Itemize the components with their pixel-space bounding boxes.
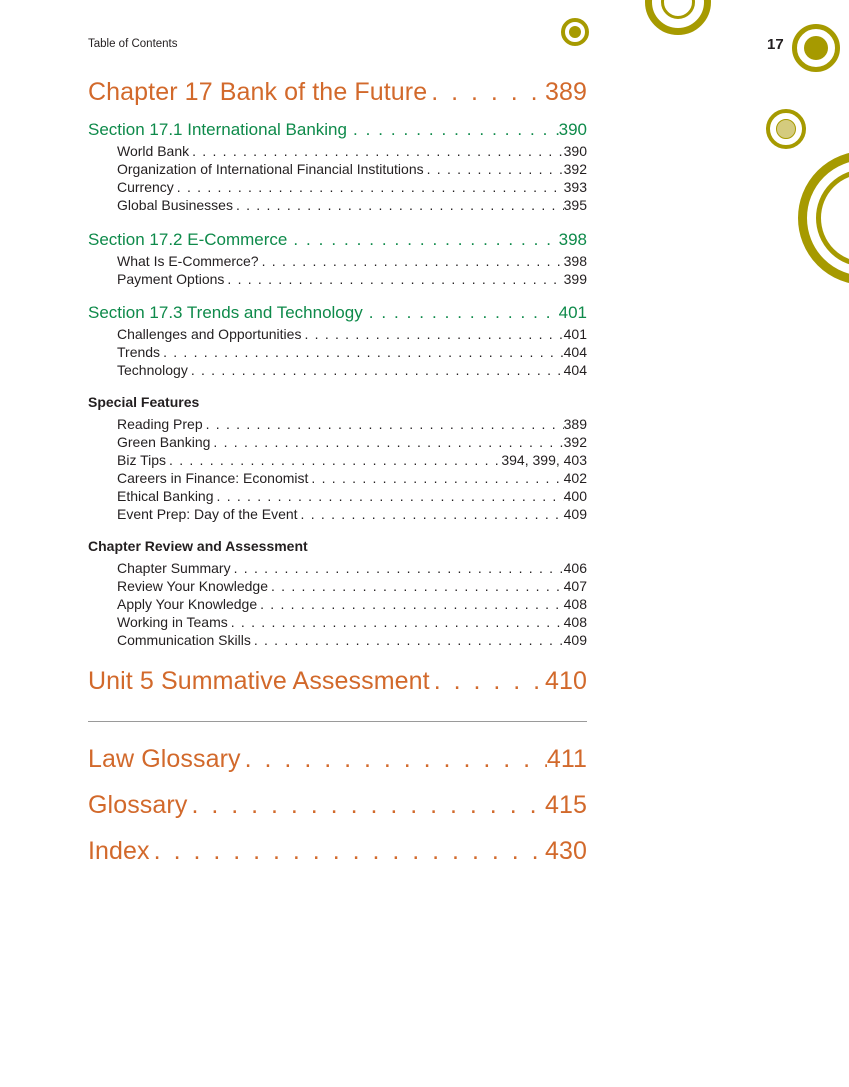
toc-entry[interactable] [88,595,587,613]
entry-label: Event Prep: Day of the Event [117,506,298,522]
entry-page: 410 [544,667,587,695]
dot-leader [228,613,564,631]
entry-page: 393 [563,179,587,195]
toc-entry[interactable] [88,559,587,577]
dot-leader [259,252,564,270]
entry-page: 408 [563,596,587,612]
toc-entry[interactable] [88,487,587,505]
entry-label: Technology [117,362,188,378]
toc-entry[interactable] [88,325,587,343]
toc-entry[interactable] [88,343,587,361]
toc-entry[interactable] [88,451,587,469]
entry-page: 402 [563,470,587,486]
entry-page: 389 [544,78,587,106]
ornament-ring-top-icon [645,0,711,35]
dot-leader [150,837,545,866]
entry-page: 408 [563,614,587,630]
dot-leader [210,433,563,451]
entry-label: Section 17.1 International Banking [88,120,347,139]
toc-entry-law-glossary[interactable] [88,745,587,791]
entry-label: What Is E-Commerce? [117,253,259,269]
toc-entry[interactable] [88,577,587,595]
toc-entry[interactable] [88,415,587,433]
entry-page: 411 [546,745,587,773]
dot-leader [174,178,564,196]
entry-page: 404 [563,362,587,378]
entry-label: Careers in Finance: Economist [117,470,309,486]
dot-leader [430,667,545,696]
entry-label: Chapter Summary [117,560,231,576]
entry-label: Review Your Knowledge [117,578,268,594]
entry-label: Chapter 17 Bank of the Future [88,78,428,106]
toc-entry-section[interactable] [88,303,587,323]
entry-label: Unit 5 Summative Assessment [88,667,430,695]
dot-leader [268,577,564,595]
entry-label: Trends [117,344,161,360]
toc-entry[interactable] [88,196,587,214]
toc-section-17-2 [88,230,587,288]
ornament-ring-medium-icon [766,109,806,149]
running-head: Table of Contents [88,38,178,50]
entry-label: Glossary [88,791,188,819]
dot-leader [298,505,564,523]
entry-label: Law Glossary [88,745,241,773]
dot-leader [363,303,559,323]
dot-leader [224,270,563,288]
entry-label: Apply Your Knowledge [117,596,258,612]
toc-chapter-review [88,538,587,649]
dot-leader [189,142,564,160]
toc-entry[interactable] [88,613,587,631]
dot-leader [231,559,564,577]
dot-leader [308,469,563,487]
ornament-dot-icon [569,26,581,38]
entry-page: 398 [558,230,587,249]
toc-back-matter [88,745,587,883]
dot-leader [160,343,564,361]
dot-leader [214,487,564,505]
dot-leader [251,631,564,649]
dot-leader [427,78,545,107]
dot-leader [188,361,564,379]
dot-leader [301,325,563,343]
toc-chapter [88,78,587,107]
entry-label: Challenges and Opportunities [117,326,302,342]
dot-leader [347,120,559,140]
entry-page: 390 [563,143,587,159]
toc-unit-assessment [88,667,587,696]
page-number: 17 [767,36,784,53]
toc-entry[interactable] [88,433,587,451]
toc-entry[interactable] [88,160,587,178]
group-heading: Chapter Review and Assessment [88,538,308,554]
entry-label: Global Businesses [117,197,233,213]
entry-label: Communication Skills [117,632,251,648]
entry-label: Payment Options [117,271,225,287]
toc-section-17-3 [88,303,587,379]
toc-entry-unit[interactable] [88,667,587,696]
toc-entry-section[interactable] [88,230,587,250]
divider [88,721,587,722]
toc-entry[interactable] [88,361,587,379]
entry-label: Index [88,837,150,865]
toc-entry-index[interactable] [88,837,587,883]
toc-section-17-1 [88,120,587,214]
dot-leader [287,230,558,250]
entry-page: 400 [563,488,587,504]
dot-leader [187,791,545,820]
entry-page: 415 [544,791,587,819]
group-heading: Special Features [88,394,200,410]
entry-page: 409 [563,632,587,648]
entry-label: Organization of International Financial Institutions [117,161,424,177]
entry-page: 409 [563,506,587,522]
entry-label: World Bank [117,143,190,159]
entry-label: Green Banking [117,434,211,450]
entry-page: 401 [563,326,587,342]
dot-leader [166,451,501,469]
entry-page: 399 [563,271,587,287]
toc-entry-chapter[interactable] [88,78,587,107]
entry-page: 395 [563,197,587,213]
entry-page: 430 [544,837,587,865]
dot-leader [241,745,547,774]
toc-entry[interactable] [88,505,587,523]
toc-entry[interactable] [88,469,587,487]
dot-leader [233,196,564,214]
entry-page: 392 [563,161,587,177]
entry-page: 392 [563,434,587,450]
dot-leader [424,160,564,178]
dot-leader [257,595,564,613]
entry-label: Ethical Banking [117,488,214,504]
entry-page: 404 [563,344,587,360]
entry-label: Reading Prep [117,416,203,432]
entry-page: 394, 399, 403 [501,452,587,468]
entry-label: Biz Tips [117,452,167,468]
entry-label: Section 17.2 E-Commerce [88,230,288,249]
toc-entry[interactable] [88,252,587,270]
toc-special-features [88,394,587,523]
entry-page: 390 [558,120,587,139]
entry-page: 401 [558,303,587,322]
toc-entry[interactable] [88,142,587,160]
toc-entry-section[interactable] [88,120,587,140]
dot-leader [203,415,564,433]
entry-page: 398 [563,253,587,269]
ornament-ring-large-icon [798,151,849,285]
entry-label: Working in Teams [117,614,228,630]
ornament-ring-small-icon [561,18,589,46]
entry-label: Section 17.3 Trends and Technology [88,303,363,322]
toc-entry[interactable] [88,631,587,649]
entry-label: Currency [117,179,174,195]
toc-entry[interactable] [88,178,587,196]
entry-page: 389 [563,416,587,432]
toc-entry[interactable] [88,270,587,288]
entry-page: 406 [563,560,587,576]
page-number-ring-icon [792,24,840,72]
toc-entry-glossary[interactable] [88,791,587,837]
entry-page: 407 [563,578,587,594]
